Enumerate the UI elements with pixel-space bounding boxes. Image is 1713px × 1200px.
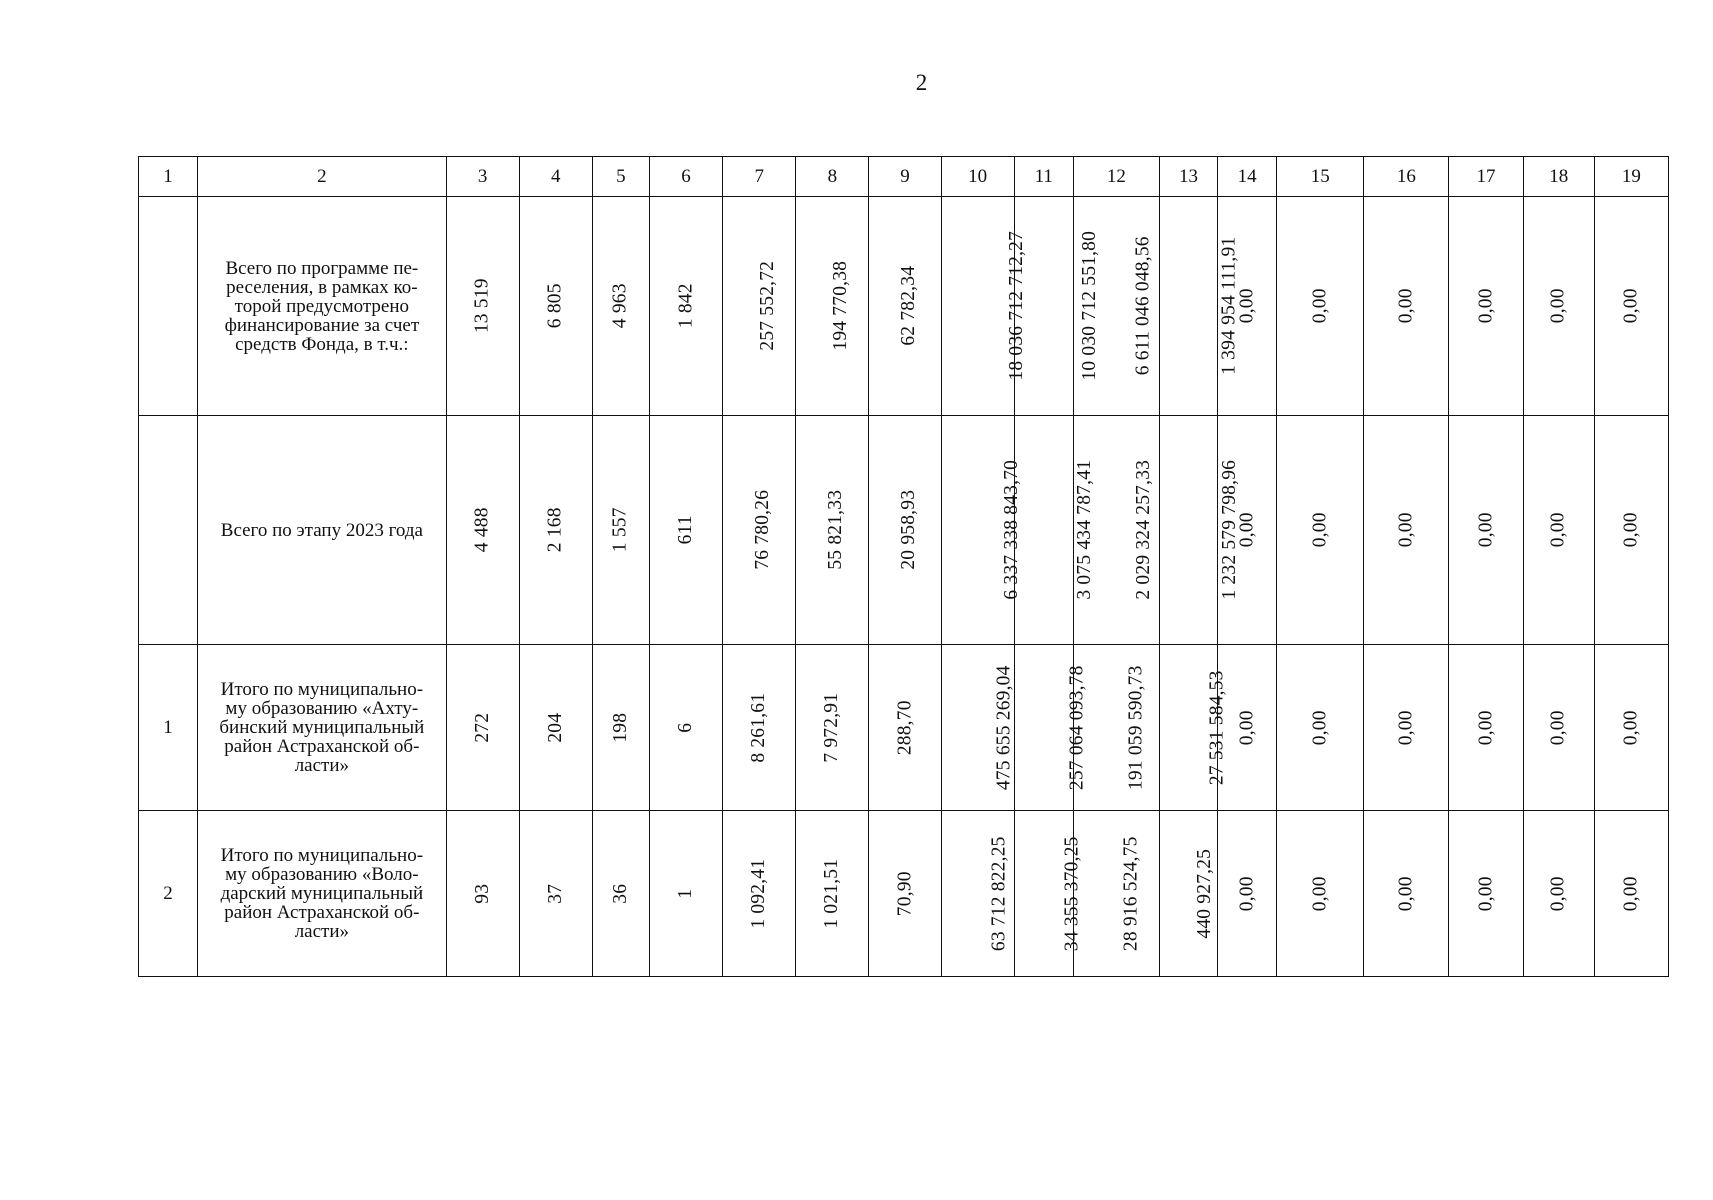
value-text: 257 552,72 bbox=[757, 261, 779, 351]
value-text: 6 bbox=[675, 722, 697, 733]
value-text: 55 821,33 bbox=[825, 490, 847, 570]
value-cell bbox=[446, 416, 519, 645]
value-cell bbox=[446, 645, 519, 811]
value-text: 4 488 bbox=[471, 507, 493, 553]
column-header-7: 7 bbox=[723, 157, 796, 197]
value-text: 0,00 bbox=[1475, 288, 1497, 324]
value-text: 0,00 bbox=[1547, 710, 1569, 745]
value-cell bbox=[1449, 197, 1523, 416]
value-text: 2 168 bbox=[545, 507, 567, 553]
value-cell bbox=[1218, 811, 1277, 977]
value-cell bbox=[1014, 811, 1083, 977]
value-text: 0,00 bbox=[1475, 512, 1497, 548]
value-cell bbox=[592, 645, 649, 811]
value-cell bbox=[519, 645, 592, 811]
value-cell bbox=[1277, 197, 1364, 416]
value-text: 0,00 bbox=[1236, 288, 1258, 324]
column-header-18: 18 bbox=[1523, 157, 1594, 197]
value-text: 7 972,91 bbox=[821, 692, 843, 763]
value-cell bbox=[1523, 416, 1594, 645]
value-cell bbox=[592, 416, 649, 645]
value-text: 0,00 bbox=[1309, 288, 1331, 324]
value-text: 10 030 712 551,80 bbox=[1078, 231, 1100, 381]
value-cell bbox=[1523, 645, 1594, 811]
value-cell bbox=[446, 197, 519, 416]
value-cell bbox=[649, 811, 722, 977]
value-text: 4 963 bbox=[610, 283, 632, 329]
value-text: 28 916 524,75 bbox=[1120, 836, 1142, 951]
value-cell bbox=[519, 197, 592, 416]
value-cell bbox=[1014, 416, 1095, 645]
value-text: 198 bbox=[610, 712, 632, 743]
value-cell bbox=[1364, 416, 1449, 645]
value-cell bbox=[796, 197, 869, 416]
row-number: 2 bbox=[139, 811, 198, 977]
value-cell bbox=[869, 811, 941, 977]
value-text: 0,00 bbox=[1395, 876, 1417, 911]
value-cell bbox=[796, 645, 869, 811]
row-number bbox=[139, 416, 198, 645]
column-header-6: 6 bbox=[649, 157, 722, 197]
value-text: 1 bbox=[675, 888, 697, 899]
column-header-17: 17 bbox=[1449, 157, 1523, 197]
column-header-19: 19 bbox=[1594, 157, 1668, 197]
value-text: 0,00 bbox=[1395, 512, 1417, 548]
value-text: 0,00 bbox=[1620, 710, 1642, 745]
value-cell bbox=[592, 197, 649, 416]
table-row bbox=[139, 645, 1669, 811]
column-header-13: 13 bbox=[1159, 157, 1217, 197]
column-header-16: 16 bbox=[1364, 157, 1449, 197]
value-cell bbox=[869, 197, 941, 416]
value-text: 0,00 bbox=[1547, 512, 1569, 548]
value-cell bbox=[1594, 811, 1668, 977]
value-text: 63 712 822,25 bbox=[988, 836, 1010, 951]
page-number: 2 bbox=[915, 70, 928, 95]
value-text: 20 958,93 bbox=[898, 490, 920, 570]
value-text: 6 337 338 843,70 bbox=[1000, 460, 1022, 600]
value-text: 3 075 434 787,41 bbox=[1073, 460, 1095, 600]
column-number-row bbox=[139, 157, 1669, 197]
value-cell bbox=[519, 811, 592, 977]
value-text: 440 927,25 bbox=[1194, 848, 1216, 939]
value-text: 257 064 093,78 bbox=[1066, 665, 1088, 790]
value-cell bbox=[1364, 811, 1449, 977]
value-text: 0,00 bbox=[1475, 876, 1497, 911]
value-cell bbox=[1449, 645, 1523, 811]
value-cell bbox=[796, 416, 869, 645]
value-text: 272 bbox=[471, 712, 493, 743]
value-text: 0,00 bbox=[1475, 710, 1497, 745]
value-text: 0,00 bbox=[1309, 876, 1331, 911]
value-cell bbox=[1594, 197, 1668, 416]
column-header-12: 12 bbox=[1073, 157, 1159, 197]
value-text: 2 029 324 257,33 bbox=[1132, 460, 1154, 600]
value-text: 0,00 bbox=[1395, 710, 1417, 745]
value-cell bbox=[1449, 811, 1523, 977]
value-text: 6 805 bbox=[545, 283, 567, 329]
value-text: 0,00 bbox=[1547, 876, 1569, 911]
value-cell bbox=[592, 811, 649, 977]
value-text: 1 557 bbox=[610, 507, 632, 553]
value-cell bbox=[1277, 811, 1364, 977]
table-row bbox=[139, 811, 1669, 977]
value-cell bbox=[941, 645, 1014, 811]
column-header-15: 15 bbox=[1277, 157, 1364, 197]
value-cell bbox=[519, 416, 592, 645]
value-text: 76 780,26 bbox=[752, 490, 774, 570]
value-cell bbox=[941, 416, 1022, 645]
row-number bbox=[139, 197, 198, 416]
row-number: 1 bbox=[139, 645, 198, 811]
value-text: 191 059 590,73 bbox=[1125, 665, 1147, 790]
value-cell bbox=[723, 811, 796, 977]
value-cell bbox=[1159, 811, 1217, 977]
value-cell bbox=[1277, 416, 1364, 645]
value-text: 0,00 bbox=[1309, 512, 1331, 548]
value-cell bbox=[446, 811, 519, 977]
row-description: Всего по этапу 2023 года bbox=[198, 416, 446, 645]
value-cell bbox=[649, 645, 722, 811]
value-text: 0,00 bbox=[1236, 710, 1258, 745]
value-cell bbox=[1364, 197, 1449, 416]
value-cell bbox=[649, 197, 722, 416]
value-text: 13 519 bbox=[471, 278, 493, 334]
value-cell bbox=[723, 197, 796, 416]
value-text: 1 021,51 bbox=[821, 858, 843, 929]
value-text: 1 394 954 111,91 bbox=[1218, 236, 1240, 376]
column-header-3: 3 bbox=[446, 157, 519, 197]
value-text: 0,00 bbox=[1620, 876, 1642, 911]
value-cell bbox=[649, 416, 722, 645]
value-text: 93 bbox=[471, 883, 493, 904]
value-text: 475 655 269,04 bbox=[993, 665, 1015, 790]
value-cell bbox=[1449, 416, 1523, 645]
value-cell bbox=[723, 645, 796, 811]
value-cell bbox=[1523, 197, 1594, 416]
value-text: 62 782,34 bbox=[898, 266, 920, 346]
value-text: 1 092,41 bbox=[748, 858, 770, 929]
value-cell bbox=[869, 416, 941, 645]
column-header-9: 9 bbox=[869, 157, 941, 197]
value-text: 36 bbox=[610, 883, 632, 904]
value-cell bbox=[941, 197, 1027, 416]
value-cell bbox=[1594, 416, 1668, 645]
column-header-2: 2 bbox=[198, 157, 446, 197]
column-header-1: 1 bbox=[139, 157, 198, 197]
value-text: 18 036 712 712,27 bbox=[1005, 231, 1027, 381]
value-text: 0,00 bbox=[1620, 512, 1642, 548]
column-header-14: 14 bbox=[1218, 157, 1277, 197]
table-row bbox=[139, 416, 1669, 645]
row-description: Итого по муниципально- му образованию «Ахту- бинский муниципальный район Астраханской об- ласти» bbox=[198, 645, 446, 811]
value-text: 27 531 584,53 bbox=[1206, 670, 1228, 785]
value-text: 1 232 579 798,96 bbox=[1219, 460, 1241, 600]
row-description: Итого по муниципально- му образованию «Воло- дарский муниципальный район Астраханской об- ласти» bbox=[198, 811, 446, 977]
value-text: 0,00 bbox=[1547, 288, 1569, 324]
resettlement-table bbox=[138, 156, 1669, 977]
value-text: 34 355 370,25 bbox=[1061, 836, 1083, 951]
value-text: 0,00 bbox=[1620, 288, 1642, 324]
table-row bbox=[139, 197, 1669, 416]
value-text: 0,00 bbox=[1395, 288, 1417, 324]
value-text: 70,90 bbox=[894, 871, 916, 916]
value-cell bbox=[1014, 645, 1088, 811]
value-cell bbox=[1073, 811, 1159, 977]
value-text: 0,00 bbox=[1236, 876, 1258, 911]
value-cell bbox=[723, 416, 796, 645]
column-header-4: 4 bbox=[519, 157, 592, 197]
value-cell bbox=[1159, 197, 1240, 416]
value-cell bbox=[1277, 645, 1364, 811]
value-text: 0,00 bbox=[1309, 710, 1331, 745]
value-text: 6 611 046 048,56 bbox=[1132, 236, 1154, 376]
value-text: 611 bbox=[675, 515, 697, 545]
row-description: Всего по программе пе- реселения, в рамках ко- торой предусмотрено финансирование за счет средств Фонда, в т.ч.: bbox=[198, 197, 446, 416]
value-cell bbox=[1159, 416, 1241, 645]
value-cell bbox=[796, 811, 869, 977]
column-header-8: 8 bbox=[796, 157, 869, 197]
value-text: 37 bbox=[545, 883, 567, 904]
value-cell bbox=[1159, 645, 1228, 811]
table-body bbox=[139, 157, 1669, 977]
column-header-10: 10 bbox=[941, 157, 1014, 197]
value-cell bbox=[869, 645, 941, 811]
value-text: 1 842 bbox=[675, 283, 697, 329]
value-text: 204 bbox=[545, 712, 567, 743]
column-header-5: 5 bbox=[592, 157, 649, 197]
value-cell bbox=[1364, 645, 1449, 811]
value-cell bbox=[941, 811, 1014, 977]
value-cell bbox=[1594, 645, 1668, 811]
value-text: 8 261,61 bbox=[748, 692, 770, 763]
value-text: 194 770,38 bbox=[830, 261, 852, 351]
value-cell bbox=[1523, 811, 1594, 977]
value-text: 288,70 bbox=[894, 700, 916, 755]
value-text: 0,00 bbox=[1236, 512, 1258, 548]
column-header-11: 11 bbox=[1014, 157, 1073, 197]
